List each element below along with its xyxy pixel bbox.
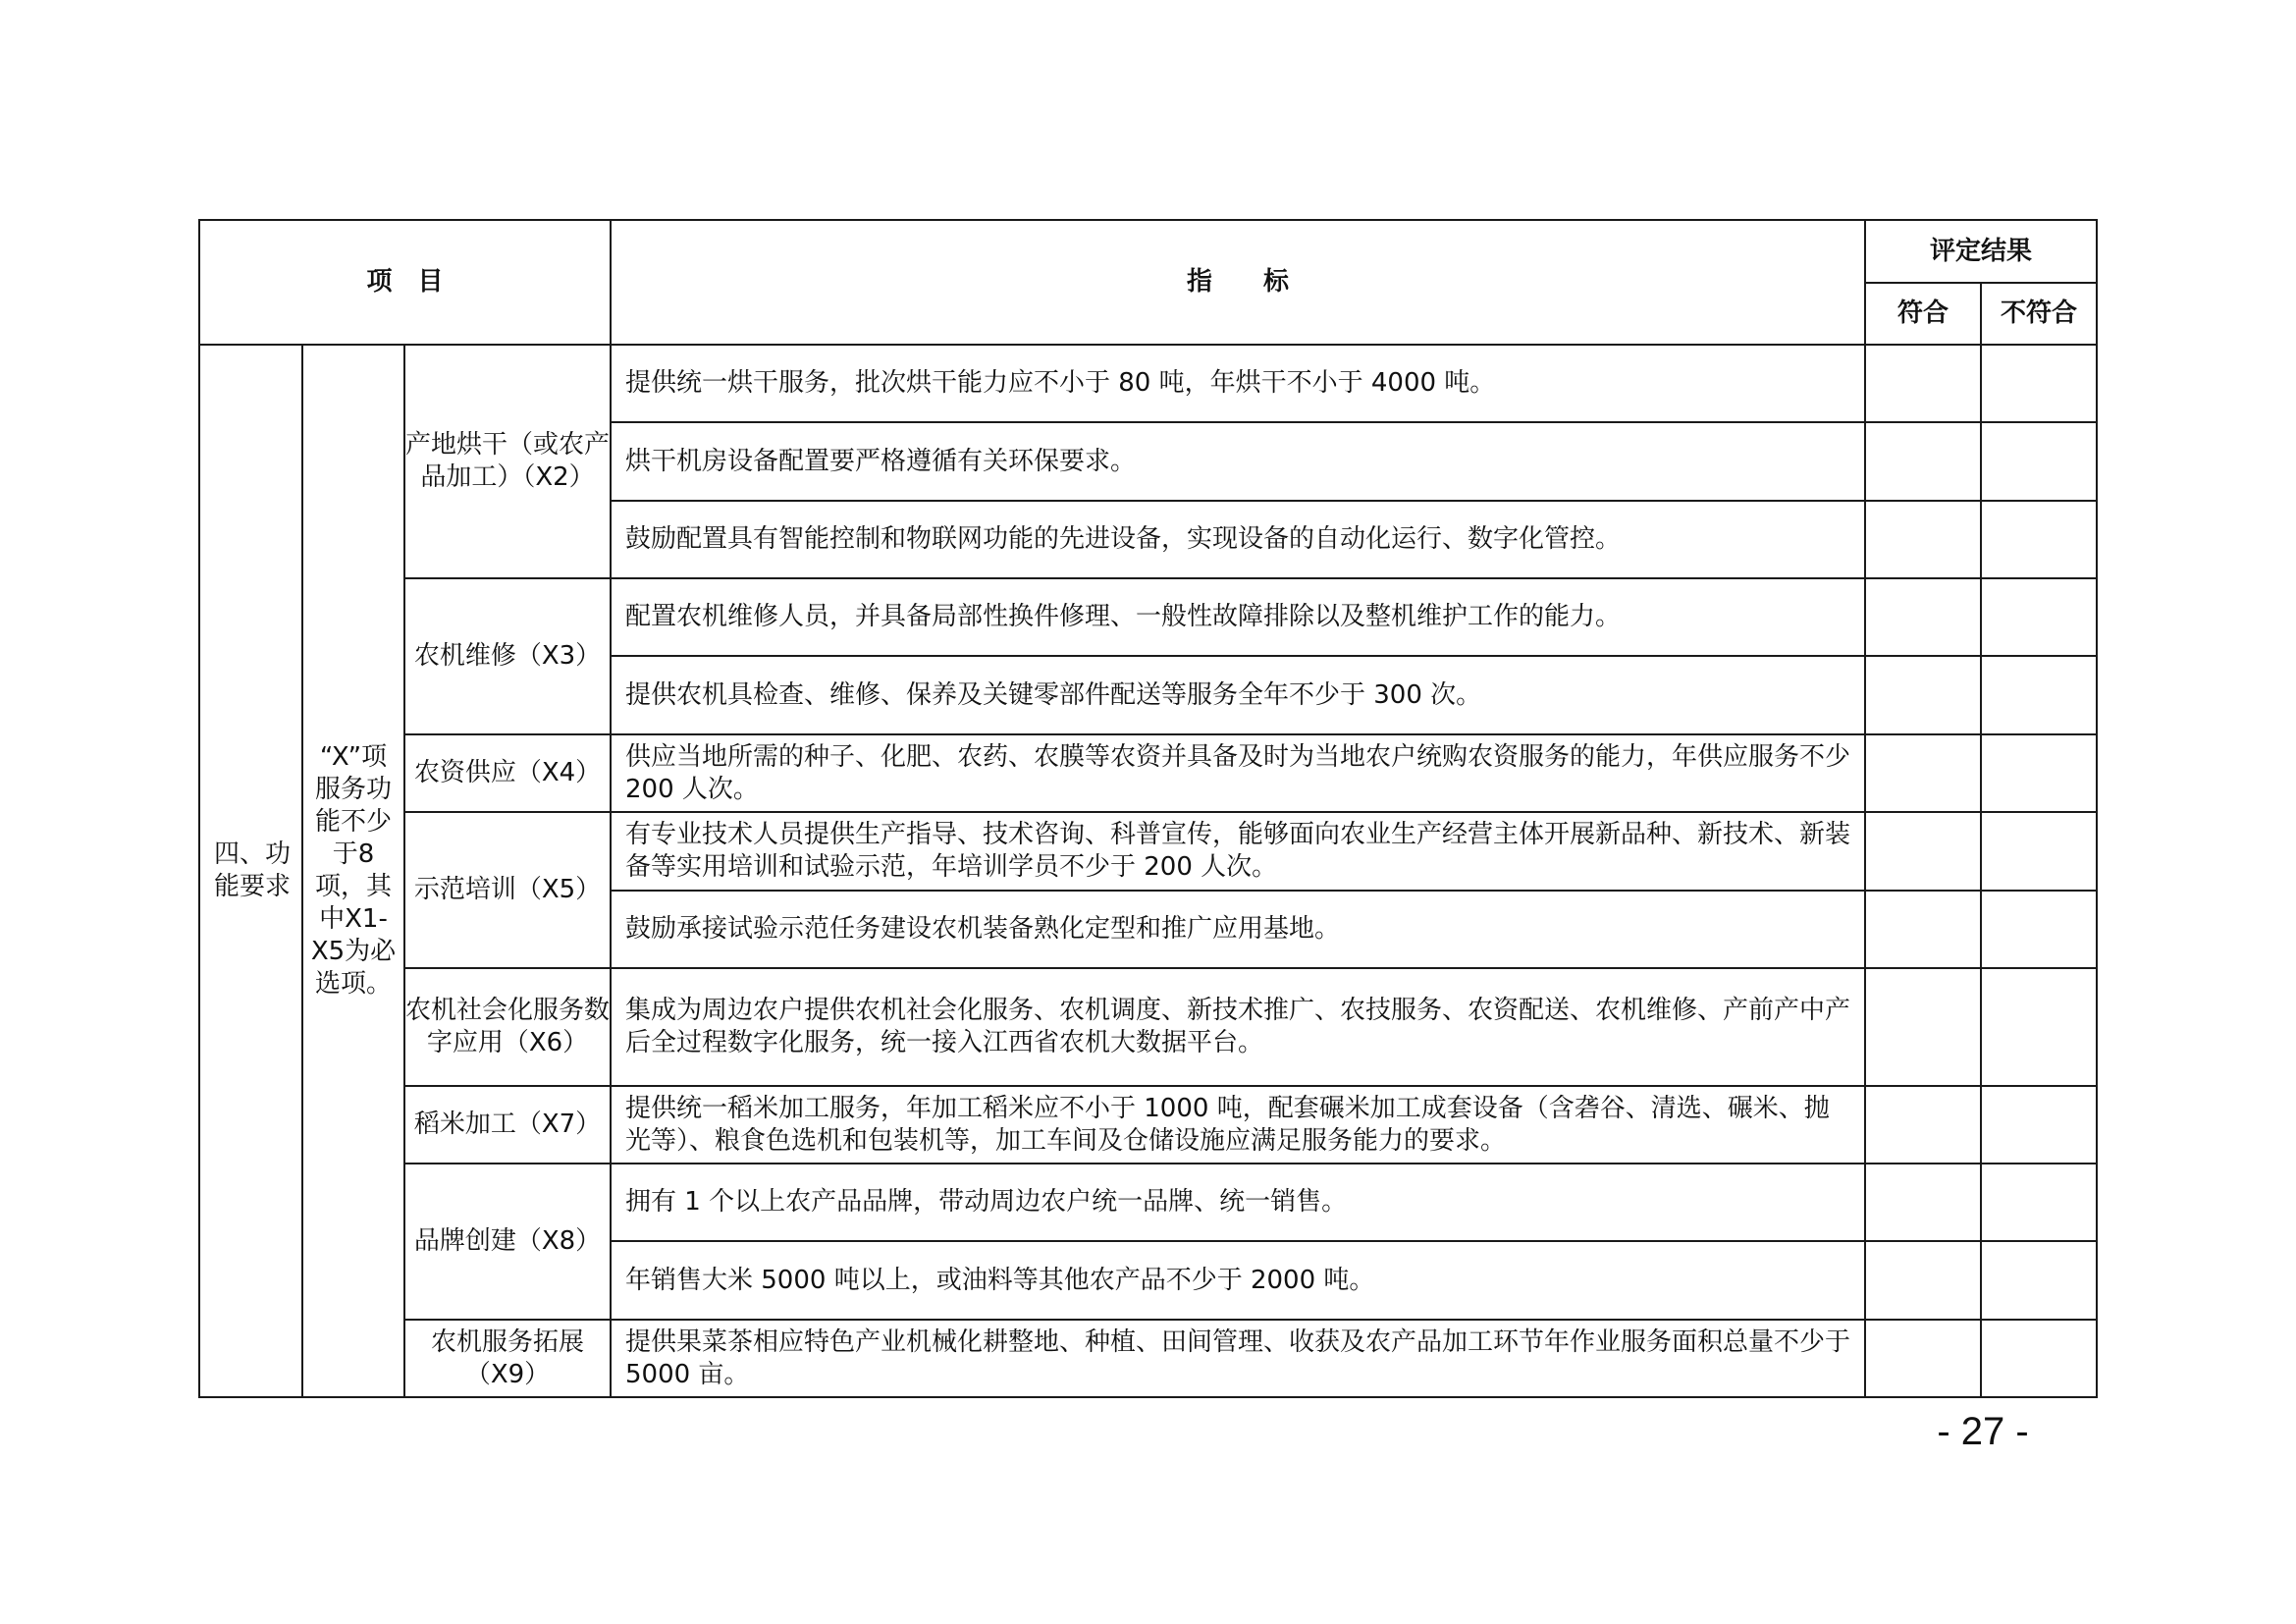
header-nonconform: 不符合	[1981, 283, 2097, 345]
nonconform-cell[interactable]	[1981, 345, 2097, 422]
nonconform-cell[interactable]	[1981, 968, 2097, 1086]
nonconform-cell[interactable]	[1981, 1241, 2097, 1320]
indicator-cell: 提供农机具检查、维修、保养及关键零部件配送等服务全年不少于 300 次。	[611, 656, 1865, 734]
item-cell: 产地烘干（或农产品加工）（X2）	[404, 345, 611, 578]
indicator-cell: 供应当地所需的种子、化肥、农药、农膜等农资并具备及时为当地农户统购农资服务的能力，年供应服务不少 200 人次。	[611, 734, 1865, 812]
nonconform-cell[interactable]	[1981, 1320, 2097, 1397]
nonconform-cell[interactable]	[1981, 1164, 2097, 1241]
item-cell: 农机服务拓展（X9）	[404, 1320, 611, 1397]
item-cell: 农资供应（X4）	[404, 734, 611, 812]
conform-cell[interactable]	[1865, 734, 1981, 812]
nonconform-cell[interactable]	[1981, 578, 2097, 656]
indicator-cell: 鼓励配置具有智能控制和物联网功能的先进设备，实现设备的自动化运行、数字化管控。	[611, 501, 1865, 578]
indicator-cell: 提供果菜茶相应特色产业机械化耕整地、种植、田间管理、收获及农产品加工环节年作业服务面积总量不少于 5000 亩。	[611, 1320, 1865, 1397]
indicator-cell: 配置农机维修人员，并具备局部性换件修理、一般性故障排除以及整机维护工作的能力。	[611, 578, 1865, 656]
header-conform: 符合	[1865, 283, 1981, 345]
item-cell: 品牌创建（X8）	[404, 1164, 611, 1320]
indicator-cell: 年销售大米 5000 吨以上，或油料等其他农产品不少于 2000 吨。	[611, 1241, 1865, 1320]
header-indicator: 指 标	[611, 220, 1865, 345]
nonconform-cell[interactable]	[1981, 656, 2097, 734]
item-cell: 示范培训（X5）	[404, 812, 611, 968]
indicator-cell: 鼓励承接试验示范任务建设农机装备熟化定型和推广应用基地。	[611, 891, 1865, 968]
header-item: 项 目	[199, 220, 611, 345]
conform-cell[interactable]	[1865, 422, 1981, 501]
conform-cell[interactable]	[1865, 812, 1981, 891]
item-cell: 农机维修（X3）	[404, 578, 611, 734]
page-number: - 27 -	[1937, 1410, 2029, 1453]
group-cell: “X”项服务功能不少于8项，其中X1-X5为必选项。	[302, 345, 404, 1397]
conform-cell[interactable]	[1865, 501, 1981, 578]
nonconform-cell[interactable]	[1981, 1086, 2097, 1164]
indicator-cell: 提供统一稻米加工服务，年加工稻米应不小于 1000 吨，配套碾米加工成套设备（含砻谷、清选、碾米、抛光等）、粮食色选机和包装机等，加工车间及仓储设施应满足服务能力的要求。	[611, 1086, 1865, 1164]
conform-cell[interactable]	[1865, 656, 1981, 734]
nonconform-cell[interactable]	[1981, 812, 2097, 891]
conform-cell[interactable]	[1865, 1241, 1981, 1320]
conform-cell[interactable]	[1865, 1320, 1981, 1397]
section-cell: 四、功能要求	[199, 345, 302, 1397]
conform-cell[interactable]	[1865, 968, 1981, 1086]
nonconform-cell[interactable]	[1981, 891, 2097, 968]
indicator-cell: 烘干机房设备配置要严格遵循有关环保要求。	[611, 422, 1865, 501]
conform-cell[interactable]	[1865, 1086, 1981, 1164]
conform-cell[interactable]	[1865, 345, 1981, 422]
item-cell: 稻米加工（X7）	[404, 1086, 611, 1164]
conform-cell[interactable]	[1865, 578, 1981, 656]
nonconform-cell[interactable]	[1981, 422, 2097, 501]
indicator-cell: 集成为周边农户提供农机社会化服务、农机调度、新技术推广、农技服务、农资配送、农机维修、产前产中产后全过程数字化服务，统一接入江西省农机大数据平台。	[611, 968, 1865, 1086]
evaluation-table	[198, 219, 2098, 1398]
nonconform-cell[interactable]	[1981, 501, 2097, 578]
conform-cell[interactable]	[1865, 1164, 1981, 1241]
indicator-cell: 提供统一烘干服务，批次烘干能力应不小于 80 吨，年烘干不小于 4000 吨。	[611, 345, 1865, 422]
header-result: 评定结果	[1865, 220, 2097, 283]
indicator-cell: 拥有 1 个以上农产品品牌，带动周边农户统一品牌、统一销售。	[611, 1164, 1865, 1241]
item-cell: 农机社会化服务数字应用（X6）	[404, 968, 611, 1086]
indicator-cell: 有专业技术人员提供生产指导、技术咨询、科普宣传，能够面向农业生产经营主体开展新品种、新技术、新装备等实用培训和试验示范，年培训学员不少于 200 人次。	[611, 812, 1865, 891]
nonconform-cell[interactable]	[1981, 734, 2097, 812]
conform-cell[interactable]	[1865, 891, 1981, 968]
